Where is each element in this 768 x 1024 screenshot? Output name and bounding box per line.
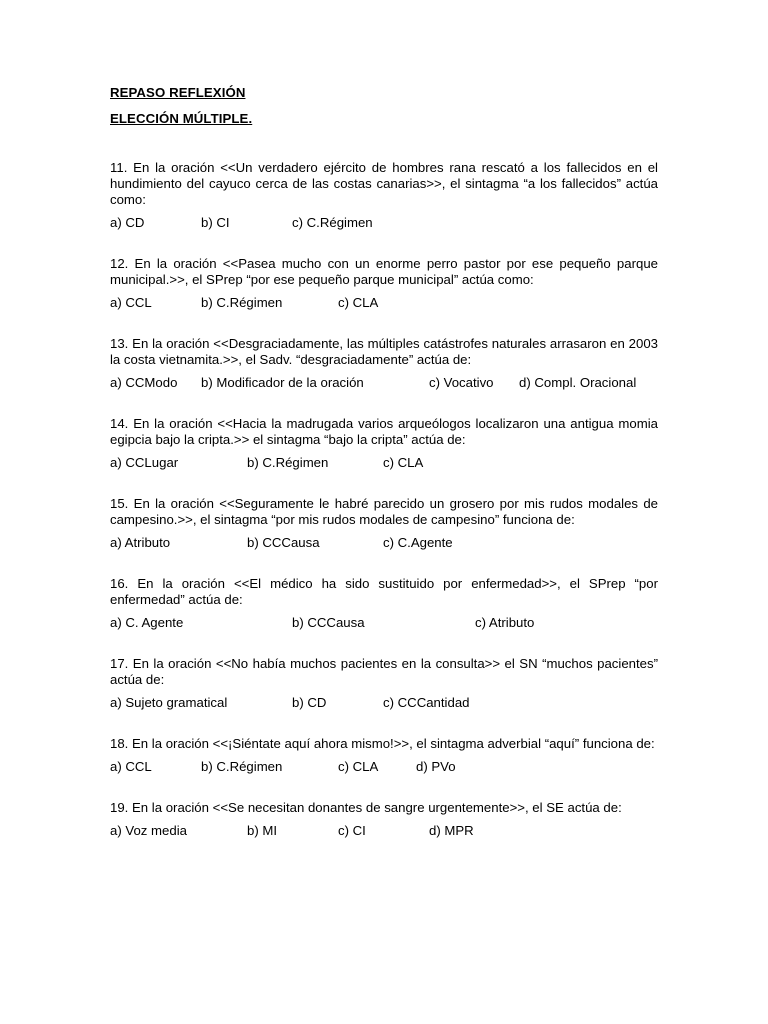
question-item <box>110 800 658 839</box>
answer-option: a) CCL <box>110 295 152 310</box>
question-stem: 17. En la oración <<No había muchos pacientes en la consulta>> el SN “muchos pacientes” actúa de: <box>110 656 658 687</box>
answer-option: d) PVo <box>416 759 456 774</box>
question-stem: 19. En la oración <<Se necesitan donantes de sangre urgentemente>>, el SE actúa de: <box>110 800 622 815</box>
answer-option: b) C.Régimen <box>201 295 283 310</box>
answer-option: c) CLA <box>383 455 424 470</box>
answer-option: a) Atributo <box>110 535 171 550</box>
question-stem: 18. En la oración <<¡Siéntate aquí ahora mismo!>>, el sintagma adverbial “aquí” funciona de: <box>110 736 655 751</box>
answer-option: b) Modificador de la oración <box>201 375 364 390</box>
answer-options <box>110 535 658 551</box>
answer-option: a) CCModo <box>110 375 178 390</box>
answer-option: b) CCCausa <box>247 535 320 550</box>
question-item <box>110 736 658 775</box>
document-title: REPASO REFLEXIÓN <box>110 85 246 100</box>
answer-option: d) Compl. Oracional <box>519 375 637 390</box>
answer-option: c) CCCantidad <box>383 695 470 710</box>
question-list <box>110 160 658 839</box>
answer-option: d) MPR <box>429 823 474 838</box>
answer-options <box>110 215 658 231</box>
answer-option: a) CD <box>110 215 145 230</box>
question-stem: 16. En la oración <<El médico ha sido sustituido por enfermedad>>, el SPrep “por enfermedad” actúa de: <box>110 576 658 607</box>
answer-options <box>110 615 658 631</box>
question-stem: 15. En la oración <<Seguramente le habré parecido un grosero por mis rudos modales de campesino.>>, el sintagma “por mis rudos modales de campesino” funciona de: <box>110 496 658 527</box>
answer-option: c) CLA <box>338 759 379 774</box>
question-item <box>110 416 658 471</box>
answer-options <box>110 455 658 471</box>
question-item <box>110 576 658 631</box>
answer-option: b) CD <box>292 695 327 710</box>
answer-option: b) CCCausa <box>292 615 365 630</box>
answer-option: c) C.Régimen <box>292 215 373 230</box>
answer-option: c) CI <box>338 823 366 838</box>
question-stem: 13. En la oración <<Desgraciadamente, las múltiples catástrofes naturales arrasaron en 2003 la costa vietnamita.>>, el Sadv. “desgraciadamente” actúa de: <box>110 336 658 367</box>
question-item <box>110 656 658 711</box>
answer-options <box>110 375 658 391</box>
answer-option: a) C. Agente <box>110 615 184 630</box>
answer-option: a) Voz media <box>110 823 187 838</box>
answer-option: a) Sujeto gramatical <box>110 695 228 710</box>
answer-option: c) C.Agente <box>383 535 453 550</box>
question-item <box>110 160 658 231</box>
answer-option: a) CCL <box>110 759 152 774</box>
question-item <box>110 336 658 391</box>
question-stem: 11. En la oración <<Un verdadero ejército de hombres rana rescató a los fallecidos en el hundimiento del cayuco cerca de las costas canarias>>, el sintagma “a los fallecidos” actúa como: <box>110 160 658 207</box>
document-page <box>110 84 658 864</box>
answer-option: b) MI <box>247 823 278 838</box>
answer-options <box>110 823 658 839</box>
document-subtitle: ELECCIÓN MÚLTIPLE. <box>110 111 253 126</box>
answer-options <box>110 695 658 711</box>
answer-option: b) CI <box>201 215 230 230</box>
answer-option: b) C.Régimen <box>247 455 329 470</box>
answer-option: c) Atributo <box>475 615 535 630</box>
question-stem: 12. En la oración <<Pasea mucho con un enorme perro pastor por ese pequeño parque municipal.>>, el SPrep “por ese pequeño parque municipal” actúa como: <box>110 256 658 287</box>
answer-options <box>110 759 658 775</box>
question-item <box>110 256 658 311</box>
answer-option: b) C.Régimen <box>201 759 283 774</box>
answer-option: a) CCLugar <box>110 455 179 470</box>
answer-option: c) Vocativo <box>429 375 494 390</box>
answer-option: c) CLA <box>338 295 379 310</box>
answer-options <box>110 295 658 311</box>
question-stem: 14. En la oración <<Hacia la madrugada varios arqueólogos localizaron una antigua momia egipcia bajo la cripta.>> el sintagma “bajo la cripta” actúa de: <box>110 416 658 447</box>
question-item <box>110 496 658 551</box>
